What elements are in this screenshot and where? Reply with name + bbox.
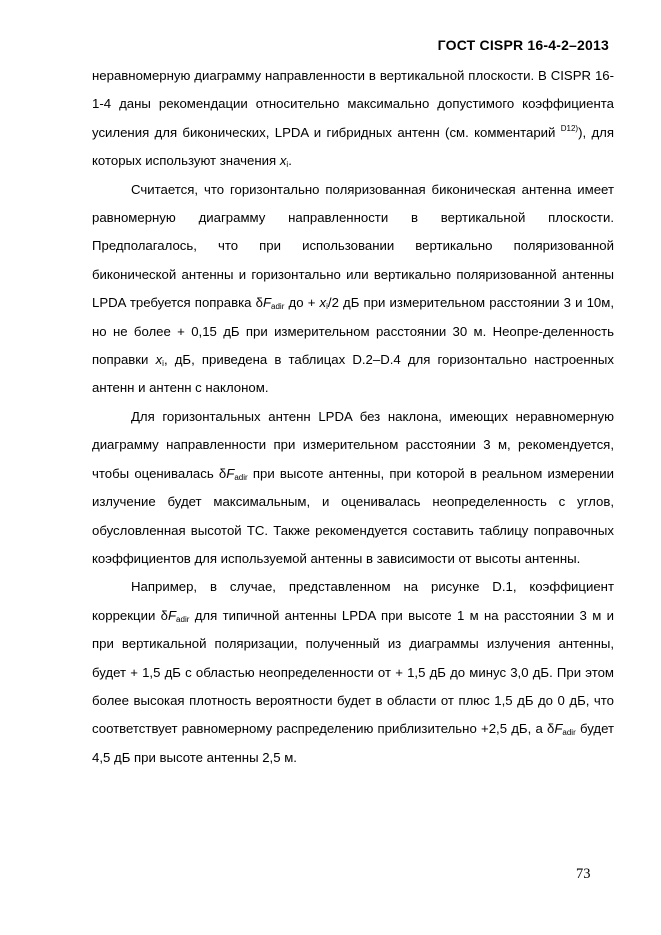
- subscript-adir: adir: [271, 302, 285, 312]
- variable-f: F: [226, 465, 235, 481]
- document-header: ГОСТ CISPR 16-4-2–2013: [437, 37, 609, 53]
- paragraph-1-text-a: неравномерную диаграмму направленности в вертикальной плоскости. В CISPR 16-1-4 даны рекомендации относительно максимально допустимого коэффициента усиления для биконических, LPDA и гибридных антенн (см. комментарий: [92, 68, 614, 140]
- variable-f: F: [262, 295, 272, 311]
- subscript-adir: adir: [234, 472, 248, 482]
- paragraph-4-text-b: для типичной антенны LPDA при высоте 1 м на расстоянии 3 м и при вертикальной поляризации, полученный из диаграммы излучения антенны, будет + 1,5 дБ с областью неопределенности от + 1,5 дБ до минус 3,0 дБ. При этом более высокая плотность вероятности будет в области от плюс 1,5 дБ до 0 дБ, что соответствует равномерному распределению приблизительно +2,5 дБ, а δ: [92, 607, 614, 737]
- subscript-i: i: [162, 359, 164, 369]
- paragraph-2-text-c: /2 дБ при измерительном расстоянии 3 и 10м, но не более + 0,15 дБ при измерительном расстоянии 30 м. Неопре-деленность поправки: [92, 295, 614, 368]
- subscript-i: i: [286, 160, 289, 170]
- comment-reference: D12): [560, 123, 579, 133]
- subscript-adir: adir: [176, 614, 190, 624]
- paragraph-3-text-a: Для горизонтальных антенн LPDA без наклона, имеющих неравномерную диаграмму направленности при измерительном расстоянии 3 м, рекомендуется, чтобы оценивалась δ: [92, 408, 614, 481]
- variable-f: F: [554, 721, 563, 737]
- paragraph-3: [92, 403, 614, 573]
- paragraph-1-text-c: .: [288, 153, 292, 169]
- paragraph-4-text-a: Например, в случае, представленном на рисунке D.1, коэффициент коррекции δ: [92, 579, 614, 623]
- paragraph-2: [92, 176, 614, 403]
- paragraph-2-text-a: Считается, что горизонтально поляризованная биконическая антенна имеет равномерную диаграмму направленности в вертикальной плоскости. Предполагалось, что при использовании вертикально поляризованной биконической антенны и горизонтально или вертикально поляризованной антенны LPDA требуется поправка δ: [92, 181, 614, 311]
- variable-x: x: [279, 153, 287, 169]
- variable-f: F: [167, 607, 177, 623]
- paragraph-4: [92, 573, 614, 772]
- subscript-i: i: [326, 302, 328, 312]
- paragraph-2-text-d: , дБ, приведена в таблицах D.2–D.4 для горизонтально настроенных антенн и антенн с наклоном.: [92, 352, 614, 396]
- subscript-adir: adir: [562, 728, 576, 738]
- paragraph-1: [92, 62, 614, 176]
- document-body: [92, 62, 614, 772]
- paragraph-2-text-b: до +: [284, 295, 320, 311]
- paragraph-1-text-b: ), для которых используют значения: [92, 124, 614, 169]
- variable-x: x: [155, 352, 163, 368]
- paragraph-4-text-c: будет 4,5 дБ при высоте антенны 2,5 м.: [92, 721, 615, 765]
- variable-x: x: [319, 295, 327, 311]
- page-number: 73: [576, 866, 591, 882]
- paragraph-3-text-b: при высоте антенны, при которой в реальном измерении излучение будет максимальным, и оценивалась неопределенность с углов, обусловленная высотой ТС. Также рекомендуется составить таблицу поправочных коэффициентов для используемой антенны в зависимости от высоты антенны.: [92, 465, 614, 566]
